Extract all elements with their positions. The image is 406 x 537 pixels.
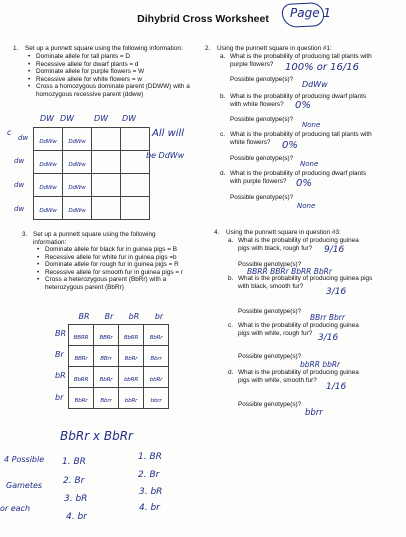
- gamete-list-item: 4. br: [139, 503, 160, 513]
- q1-punnett-square: [33, 127, 150, 220]
- q2d-letter: d.: [220, 170, 226, 177]
- punnett-cell: DdWw: [63, 151, 92, 174]
- punnett-cell: DdWw: [34, 174, 63, 197]
- punnett-cell: Bbrr: [144, 346, 169, 367]
- q2b-letter: b.: [220, 93, 226, 100]
- punnett-cell: bbRr: [144, 367, 169, 388]
- punnett-cell: DdWw: [34, 128, 63, 151]
- q1-number: 1.: [13, 45, 19, 52]
- q3-top-allele: br: [154, 312, 164, 321]
- gamete-list-item: 1. BR: [138, 452, 162, 462]
- q3-bullet: • Recessive allele for smooth fur in guinea pigs = r: [37, 269, 197, 277]
- q1-left-allele: dw: [14, 205, 25, 213]
- gamete-list-item: 4. br: [66, 512, 87, 522]
- q2c-genotype: None: [300, 160, 319, 168]
- q1-left-allele: dw: [14, 181, 25, 189]
- q2b-genotype: None: [302, 121, 321, 129]
- q4d-letter: d.: [228, 369, 234, 376]
- q3-bullet: • Dominate allele for black fur in guinea pigs = B: [37, 246, 197, 254]
- q1-bullet: • Recessive allele for dwarf plants = d: [28, 61, 193, 69]
- q1-top-allele: DW: [121, 114, 137, 123]
- q3-left-allele: bR: [55, 371, 66, 380]
- punnett-cell: DdWw: [63, 174, 92, 197]
- q4-number: 4.: [214, 229, 220, 236]
- q3-bullet: • Recessive allele for white fur in guinea pigs =b: [37, 254, 197, 262]
- punnett-cell: BbRr: [119, 346, 144, 367]
- q3-left-allele: Br: [55, 350, 64, 359]
- gamete-list-item: 2. Br: [63, 476, 85, 486]
- punnett-cell: BbRr: [144, 325, 169, 346]
- punnett-cell: DdWw: [63, 128, 92, 151]
- page-title: Dihybrid Cross Worksheet: [137, 13, 269, 25]
- punnett-cell: BBRr: [94, 325, 119, 346]
- cross-notation: BbRr x BbRr: [60, 429, 133, 443]
- q4d-genotype-label: Possible genotype(s)?: [238, 401, 302, 408]
- q1-top-allele: DW: [93, 114, 109, 123]
- gametes-note-line2: Gametes: [6, 481, 43, 490]
- q4d-answer: 1/16: [326, 382, 347, 392]
- gamete-list-item: 3. bR: [64, 494, 88, 504]
- q3-left-allele: BR: [55, 329, 67, 338]
- q1-top-allele: DW: [39, 114, 55, 123]
- q2d-genotype-label: Possible genotype(s)?: [230, 194, 294, 201]
- q2-number: 2.: [205, 45, 211, 52]
- q4d-genotype: bbrr: [305, 408, 323, 418]
- q3-punnett-square: [68, 324, 169, 409]
- punnett-cell: BBRr: [69, 346, 94, 367]
- q2a-question: What is the probability of producing tall plants with purple flowers?: [230, 53, 372, 68]
- q2a-genotype: DdWw: [302, 80, 328, 89]
- q4a-answer: 9/16: [324, 245, 345, 255]
- punnett-cell: Bbrr: [94, 388, 119, 409]
- q2b-genotype-label: Possible genotype(s)?: [230, 116, 294, 123]
- punnett-cell: DdWw: [34, 197, 63, 220]
- q1-bullet: • Dominate allele for purple flowers = W: [28, 68, 193, 76]
- q2b-question: What is the probability of producing dwarf plants with white flowers?: [230, 93, 367, 108]
- q1-bullets: [28, 53, 193, 99]
- q4b-letter: b.: [228, 275, 234, 282]
- punnett-cell: [121, 128, 150, 151]
- punnett-cell: bbRR: [119, 367, 144, 388]
- punnett-cell: [92, 174, 121, 197]
- q1-text: Set up a punnett square using the following information:: [25, 45, 183, 52]
- punnett-cell: BbRr: [69, 388, 94, 409]
- q4a-genotype-label: Possible genotype(s)?: [238, 261, 302, 268]
- gametes-note-line3: or each: [0, 504, 31, 513]
- q3-top-allele: BR: [78, 312, 90, 321]
- punnett-cell: [92, 128, 121, 151]
- gametes-note-line1: 4 Possible: [4, 455, 45, 464]
- q1-left-allele: dw: [18, 134, 29, 142]
- q2d-genotype: None: [297, 202, 316, 210]
- q4b-answer: 3/16: [326, 287, 347, 297]
- punnett-cell: DdWw: [34, 151, 63, 174]
- q3-top-allele: bR: [128, 312, 140, 321]
- q2c-answer: 0%: [282, 140, 298, 151]
- punnett-cell: DdWw: [63, 197, 92, 220]
- q2c-question: What is the probability of producing tall plants with white flowers?: [230, 131, 372, 146]
- q4b-genotype: BBrr Bbrr: [310, 313, 345, 322]
- q4c-genotype: bbRR bbRr: [300, 360, 341, 369]
- q3-bullets: [37, 246, 197, 292]
- punnett-cell: BbRr: [94, 367, 119, 388]
- gamete-list-item: 3. bR: [139, 487, 163, 497]
- gamete-list-item: 1. BR: [62, 457, 86, 467]
- q1-bullet: • Cross a homozygous dominate parent (DDWW) with a homozygous recessive parent (ddww): [28, 83, 193, 98]
- punnett-cell: [92, 151, 121, 174]
- q1-left-allele: dw: [14, 157, 25, 165]
- q4b-question: What is the probability of producing guinea pigs with black, smooth fur?: [238, 275, 373, 290]
- punnett-cell: BBrr: [94, 346, 119, 367]
- q3-text: Set up a punnett square using the following information:: [33, 231, 156, 246]
- q4b-genotype-label: Possible genotype(s)?: [238, 308, 302, 315]
- q2d-answer: 0%: [296, 178, 312, 189]
- q2d-question: What is the probability of producing dwarf plants with purple flowers?: [230, 170, 367, 185]
- q2c-letter: c.: [220, 131, 225, 138]
- q2a-letter: a.: [220, 53, 226, 60]
- q4-text: Using the punnett square in question #3:: [226, 229, 341, 236]
- q3-bullet: • Dominate allele for rough fur in guinea pigs = R: [37, 261, 197, 269]
- q4c-genotype-label: Possible genotype(s)?: [238, 353, 302, 360]
- punnett-cell: [92, 197, 121, 220]
- punnett-cell: bbRr: [119, 388, 144, 409]
- punnett-cell: BbRR: [119, 325, 144, 346]
- q3-bullet: • Cross a heterozygous parent (BbRr) with a heterozygous parent (BbRr): [37, 276, 197, 291]
- gamete-list-item: 2. Br: [138, 470, 160, 480]
- q2b-answer: 0%: [295, 100, 311, 111]
- punnett-cell: [121, 174, 150, 197]
- q3-left-allele: br: [55, 393, 64, 402]
- q1-top-allele: DW: [59, 114, 75, 123]
- q1-extra-mark: c: [7, 128, 12, 137]
- q2c-genotype-label: Possible genotype(s)?: [230, 155, 294, 162]
- page-label: Page 1: [290, 6, 332, 20]
- q2-text: Using the punnett square in question #1:: [217, 45, 332, 52]
- q4d-question: What is the probability of producing guinea pigs with white, smooth fur?: [238, 369, 359, 384]
- q4c-question: What is the probability of producing guinea pigs with white, rough fur?: [238, 322, 359, 337]
- punnett-cell: BbRR: [69, 367, 94, 388]
- q3-number: 3.: [22, 231, 28, 238]
- q4c-answer: 3/16: [318, 333, 339, 343]
- q1-note-line1: All will: [152, 128, 185, 139]
- punnett-cell: BBRR: [69, 325, 94, 346]
- q1-bullet: • Recessive allele for white flowers = w: [28, 76, 193, 84]
- q4a-genotype: BBRR BBRr BbRR BbRr: [247, 267, 332, 276]
- q2a-genotype-label: Possible genotype(s)?: [230, 76, 294, 83]
- q1-bullet: • Dominate allele for tall plants = D: [28, 53, 193, 61]
- q1-note-line2: be DdWw: [146, 151, 185, 160]
- q4a-letter: a.: [228, 237, 234, 244]
- punnett-cell: [121, 197, 150, 220]
- q3-top-allele: Br: [104, 312, 114, 321]
- q4c-letter: c.: [228, 322, 233, 329]
- punnett-cell: bbrr: [144, 388, 169, 409]
- q2a-answer: 100% or 16/16: [285, 62, 359, 73]
- q4a-question: What is the probability of producing guinea pigs with black, rough fur?: [238, 237, 359, 252]
